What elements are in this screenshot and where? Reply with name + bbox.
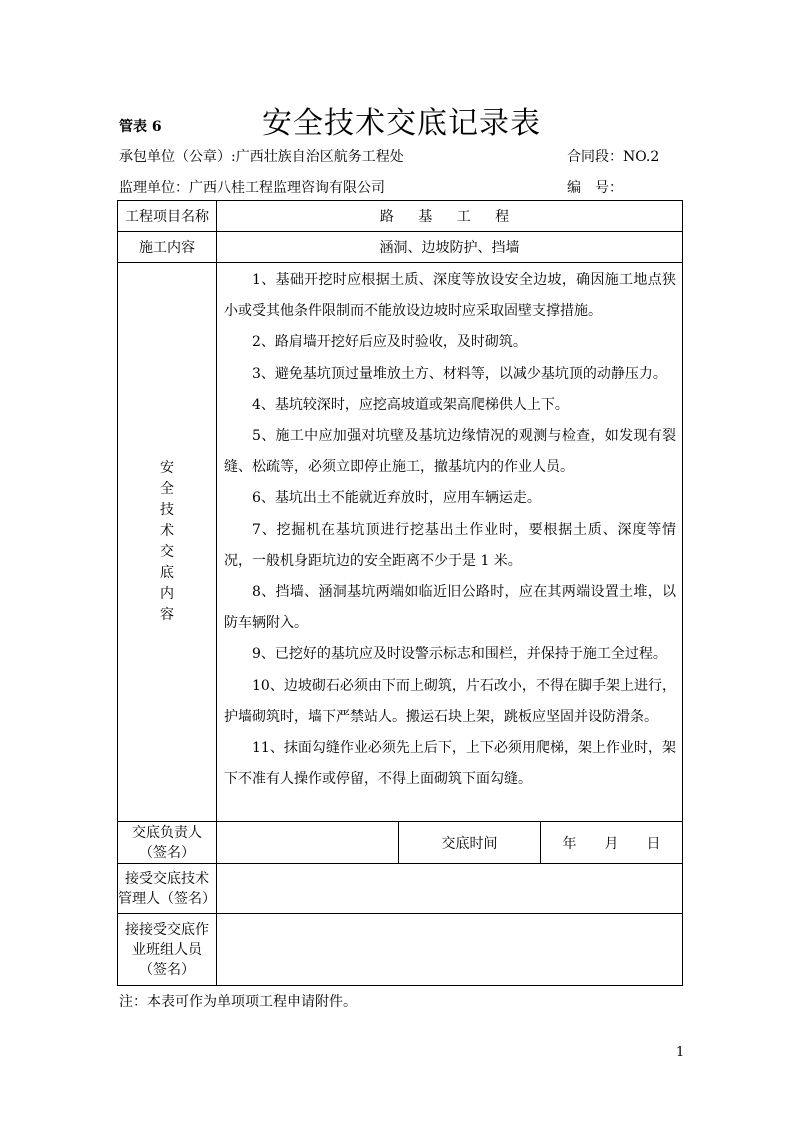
supervisor-line	[119, 177, 385, 197]
construction-value: 涵洞、边坡防护、挡墙	[217, 232, 683, 263]
form-id: 管表 6	[119, 119, 162, 135]
supervisor-label: 监理单位：	[119, 180, 189, 196]
safety-label-char: 术	[160, 523, 174, 539]
supervisor-value: 广西八桂工程监理咨询有限公司	[189, 180, 385, 196]
contractor-label: 承包单位（公章）:	[119, 149, 236, 165]
project-name-value	[217, 201, 683, 232]
safety-content-label	[159, 458, 175, 626]
contractor-line	[119, 146, 404, 166]
page-number: 1	[676, 1045, 685, 1060]
safety-label-char: 安	[160, 460, 174, 476]
tech-receiver-signature-field[interactable]	[217, 864, 683, 914]
safety-record-table	[117, 200, 683, 986]
responsible-signature-field[interactable]	[217, 822, 399, 864]
safety-label-char: 技	[160, 502, 174, 518]
worker-receiver-signature-field[interactable]	[217, 914, 683, 986]
safety-item: 10、边坡砌石必须由下而上砌筑，片石改小，不得在脚手架上进行，护墙砌筑时，墙下严禁站人。搬运石块上架，跳板应坚固并设防滑条。	[224, 677, 677, 725]
safety-item: 9、已挖好的基坑应及时设警示标志和围栏，并保持于施工全过程。	[252, 646, 667, 663]
safety-item: 3、避免基坑顶过量堆放土方、材料等，以减少基坑顶的动静压力。	[252, 365, 667, 382]
safety-item: 2、路肩墙开挖好后应及时验收，及时砌筑。	[252, 334, 527, 351]
footer-note: 注：本表可作为单项项工程申请附件。	[119, 994, 357, 1010]
construction-label: 施工内容	[118, 232, 217, 263]
safety-content-label-cell	[118, 263, 217, 822]
safety-items-list	[217, 263, 682, 795]
handover-date-field[interactable]: 年 月 日	[541, 822, 683, 864]
contract-section-value: NO.2	[623, 149, 660, 165]
worker-receiver-label: 接接受交底作 业班组人员 （签名）	[118, 914, 217, 986]
safety-label-char: 交	[160, 544, 174, 560]
safety-item: 5、施工中应加强对坑壁及基坑边缘情况的观测与检查，如发现有裂缝、松疏等，必须立即停止施工，撤基坑内的作业人员。	[224, 428, 677, 476]
safety-label-char: 内	[160, 586, 174, 602]
handover-time-label: 交底时间	[399, 822, 541, 864]
responsible-label: 交底负责人 （签名）	[118, 822, 217, 864]
safety-item: 8、挡墙、涵洞基坑两端如临近旧公路时，应在其两端设置土堆，以防车辆附入。	[224, 584, 677, 632]
contract-section-line	[567, 146, 659, 166]
safety-item: 4、基坑较深时，应挖高坡道或架高爬梯供人上下。	[252, 396, 569, 413]
safety-label-char: 容	[160, 607, 174, 623]
contractor-value: 广西壮族自治区航务工程处	[235, 149, 404, 165]
safety-label-char: 全	[160, 481, 174, 497]
safety-item: 11、抹面勾缝作业必须先上后下，上下必须用爬梯，架上作业时，架下不准有人操作或停留，不得上面砌筑下面勾缝。	[224, 740, 677, 788]
project-name-label: 工程项目名称	[118, 201, 217, 232]
safety-item: 7、挖掘机在基坑顶进行挖基出土作业时，要根据土质、深度等情况，一般机身距坑边的安全距离不少于是 1 米。	[224, 521, 677, 569]
safety-item: 6、基坑出土不能就近弃放时，应用车辆运走。	[252, 490, 541, 507]
tech-receiver-label: 接受交底技术 管理人（签名）	[118, 864, 217, 914]
safety-label-char: 底	[160, 565, 174, 581]
contract-section-label: 合同段：	[567, 149, 623, 165]
safety-content-cell	[217, 263, 683, 822]
project-name-text: 路 基 工 程	[379, 209, 520, 225]
page-title: 安全技术交底记录表	[262, 106, 541, 141]
safety-item: 1、基础开挖时应根据土质、深度等放设安全边坡，确因施工地点狭小或受其他条件限制而不能放设边坡时应采取固壁支撑措施。	[224, 272, 677, 320]
number-label: 编 号：	[567, 180, 623, 196]
